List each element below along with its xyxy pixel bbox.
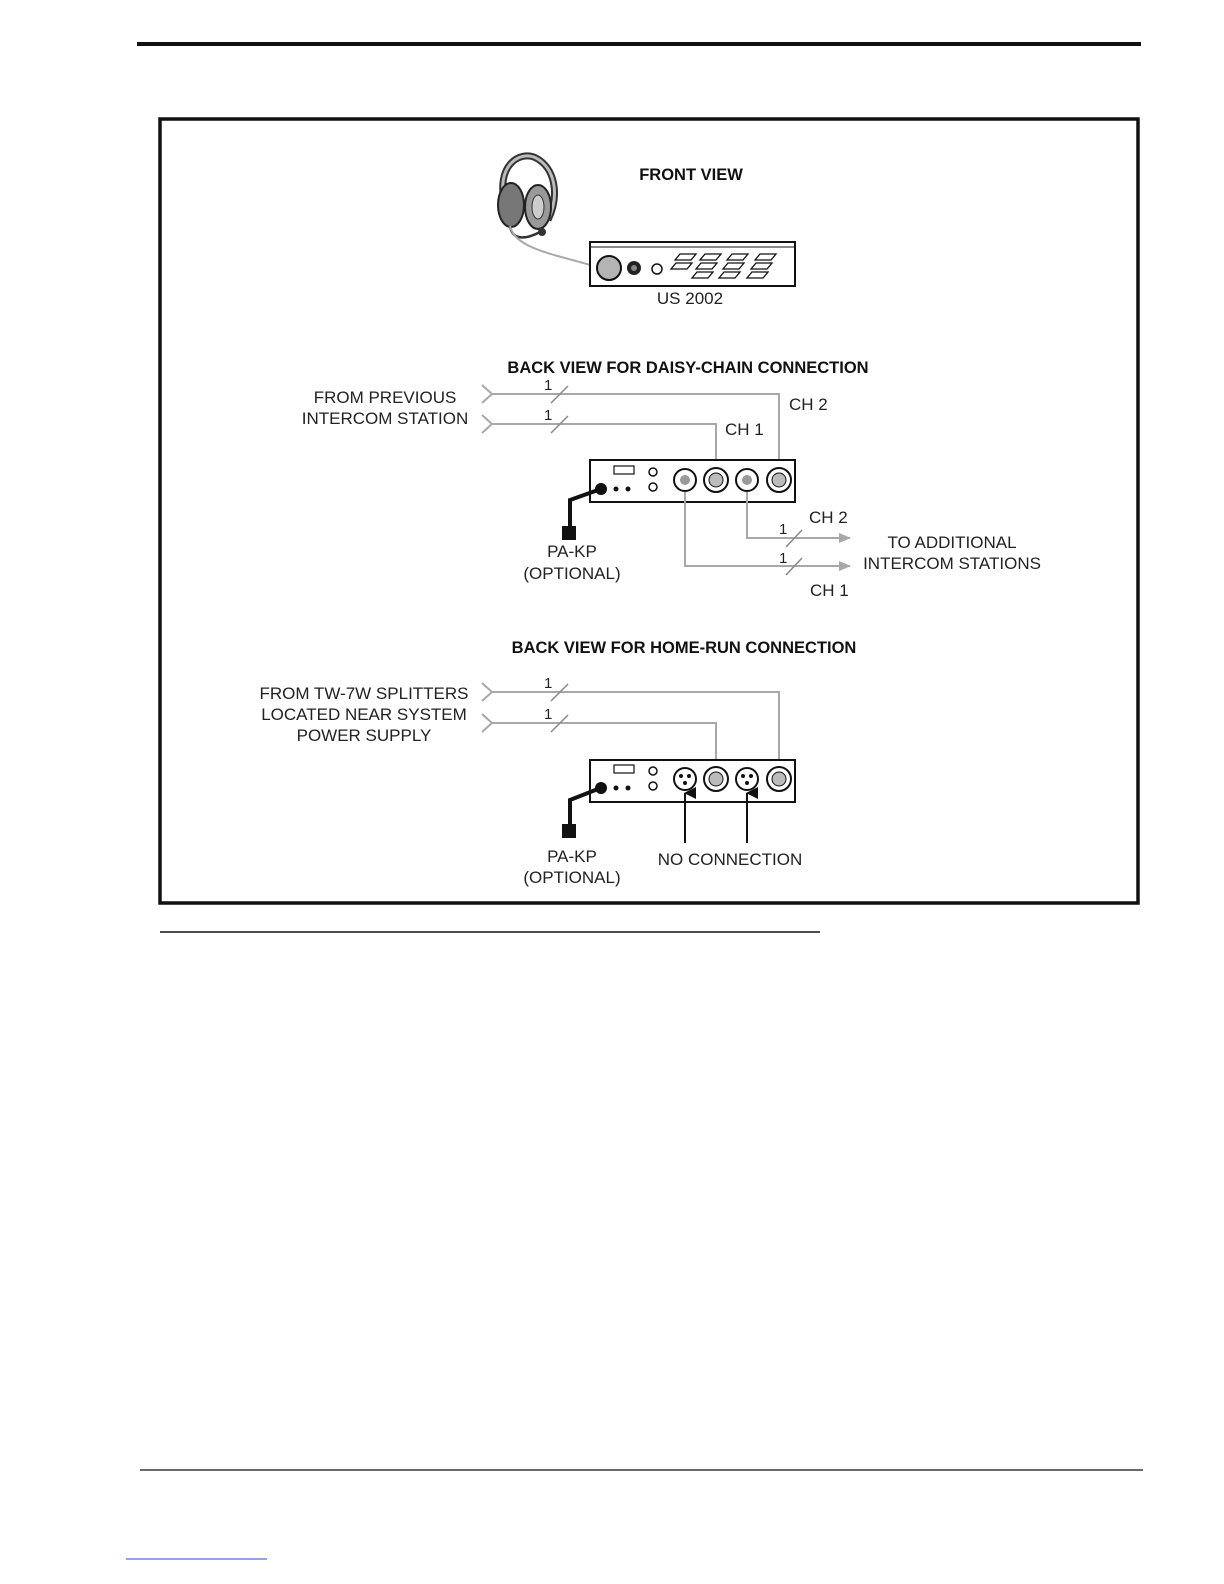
homerun-rear-panel (590, 760, 795, 802)
daisy-ch1-out-count: 1 (779, 550, 788, 567)
homerun-from-label-2: LOCATED NEAR SYSTEM (261, 705, 467, 724)
homerun-ch2-male-connector (736, 768, 758, 790)
homerun-ch1-in-wire (482, 714, 492, 732)
daisy-from-label-2: INTERCOM STATION (301, 409, 469, 428)
daisy-ch1-in-label: CH 1 (725, 420, 764, 439)
homerun-pakp-label-2: (OPTIONAL) (523, 868, 621, 887)
daisy-pakp-box (562, 526, 576, 540)
front-panel (590, 242, 795, 286)
daisy-ch2-out-label: CH 2 (809, 508, 848, 527)
daisy-ch2-out-count: 1 (779, 521, 788, 538)
homerun-ch1-count: 1 (544, 706, 553, 723)
homerun-ch2-count: 1 (544, 675, 553, 692)
daisy-pakp-label-1: PA-KP (547, 542, 597, 561)
daisy-to-label-2: INTERCOM STATIONS (863, 554, 1041, 573)
home-run-title: BACK VIEW FOR HOME-RUN CONNECTION (511, 639, 857, 657)
serial-port-icon (614, 466, 634, 474)
daisy-ch1-out-wire (685, 492, 850, 566)
daisy-chain-title: BACK VIEW FOR DAISY-CHAIN CONNECTION (507, 359, 869, 377)
headset-icon (498, 156, 554, 237)
daisy-ch2-in-label: CH 2 (789, 395, 828, 414)
daisy-rear-panel (590, 460, 795, 502)
daisy-to-label-1: TO ADDITIONAL (887, 533, 1017, 552)
model-label: US 2002 (656, 289, 724, 308)
daisy-from-label-1: FROM PREVIOUS (313, 388, 457, 407)
daisy-ch1-in-count: 1 (544, 407, 553, 424)
daisy-ch2-in-wire (482, 385, 492, 403)
daisy-ch2-in-count: 1 (544, 377, 553, 394)
daisy-pakp-label-2: (OPTIONAL) (523, 564, 621, 583)
front-view-title: FRONT VIEW (639, 166, 743, 184)
homerun-pakp-box (562, 824, 576, 838)
daisy-ch1-in-wire (482, 415, 492, 433)
homerun-from-label-3: POWER SUPPLY (296, 726, 432, 745)
headset-cable (510, 226, 600, 268)
homerun-pakp-label-1: PA-KP (547, 847, 597, 866)
daisy-ch1-out-label: CH 1 (810, 581, 849, 600)
homerun-ch2-in-wire (482, 683, 492, 701)
homerun-from-label-1: FROM TW-7W SPLITTERS (259, 684, 469, 703)
serial-port-icon (614, 765, 634, 773)
no-connection-label: NO CONNECTION (657, 850, 803, 869)
headset-jack-icon (597, 256, 621, 280)
homerun-ch1-male-connector (674, 768, 696, 790)
